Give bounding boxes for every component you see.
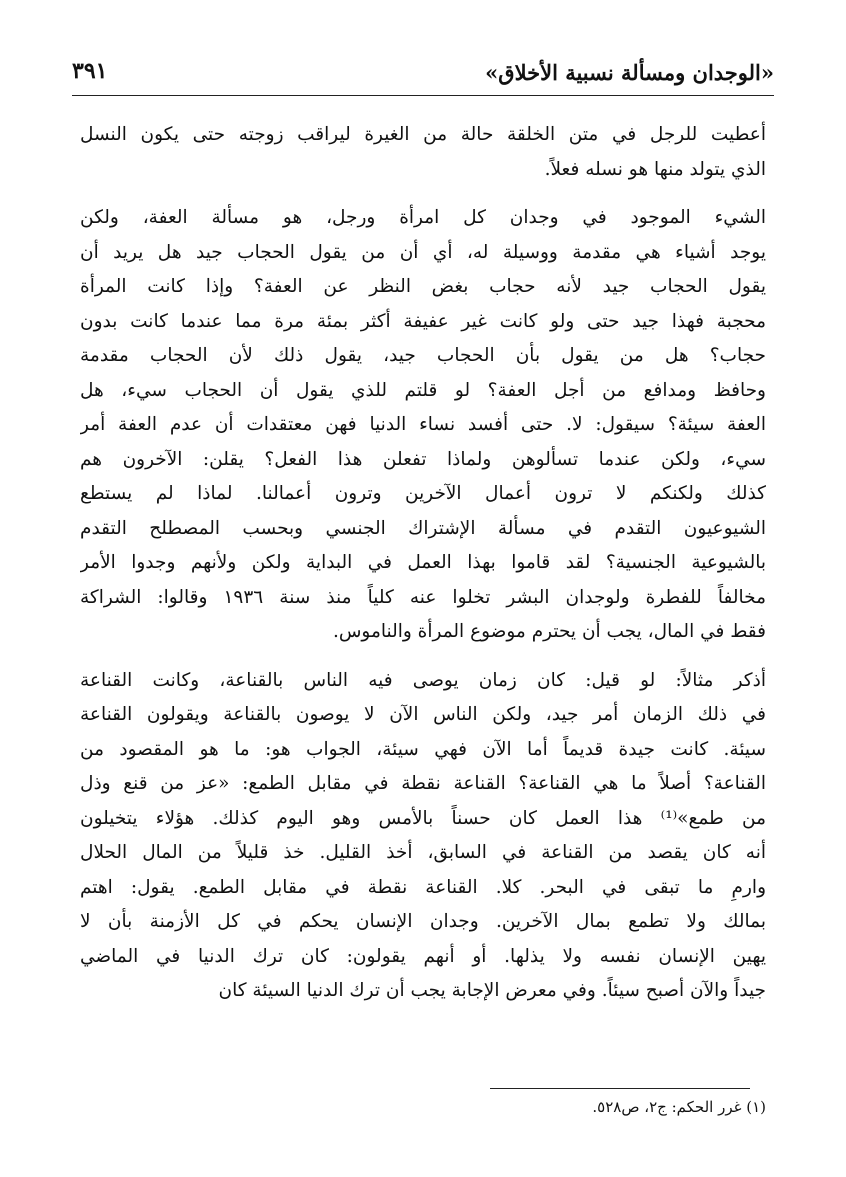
text-line: من طمع»⁽¹⁾ هذا العمل كان حسناً بالأمس وهو اليوم كذلك. هؤلاء يتخيلون	[80, 807, 766, 829]
text-line: القناعة؟ أصلاً ما هي القناعة؟ القناعة نقطة في مقابل الطمع: «عز من قنع وذل	[80, 773, 766, 794]
footnote: (١) غرر الحكم: ج٢، ص٥٢٨.	[592, 1098, 766, 1116]
text-line: بالشيوعية الجنسية؟ لقد قاموا بهذا العمل في البداية ولكن ولأنهم وجدوا الأمر	[80, 552, 766, 573]
text-line: العفة سيئة؟ سيقول: لا. حتى أفسد نساء الدنيا فهن معتقدات أن عدم العفة أمر	[80, 414, 766, 435]
paragraph	[80, 201, 766, 650]
header-divider	[72, 95, 774, 96]
text-line: كذلك ولكنكم لا ترون أعمال الآخرين وترون أعمالنا. لماذا لم يستطع	[80, 483, 766, 504]
text-line: بمالك ولا تطمع بمال الآخرين. وجدان الإنسان يحكم في كل الأزمنة بأن لا	[80, 911, 766, 932]
text-line: أنه كان يقصد من القناعة في السابق، أخذ القليل. خذ قليلاً من المال الحلال	[80, 842, 766, 863]
text-line: جيداً والآن أصبح سيئاً. وفي معرض الإجابة يجب أن ترك الدنيا السيئة كان	[218, 980, 766, 1001]
text-line: في ذلك الزمان أمر جيد، ولكن الناس الآن لا يوصون بالقناعة ويقولون القناعة	[80, 704, 766, 725]
text-line: أذكر مثالاً: لو قيل: كان زمان يوصى فيه الناس بالقناعة، وكانت القناعة	[80, 669, 766, 691]
text-line: الشيء الموجود في وجدان كل امرأة ورجل، هو مسألة العفة، ولكن	[80, 207, 766, 228]
chapter-title: «الوجدان ومسألة نسبية الأخلاق»	[485, 60, 774, 85]
text-line: فقط في المال، يجب أن يحترم موضوع المرأة والناموس.	[332, 621, 766, 642]
text-line: وحافظ ومدافع من أجل العفة؟ لو قلتم للذي يقول أن الحجاب سيء، هل	[80, 379, 766, 401]
paragraph	[80, 664, 766, 1009]
text-line: سيء، ولكن عندما تسألوهن ولماذا تفعلن هذا الفعل؟ يقلن: الآخرون هم	[80, 448, 766, 470]
text-line: الذي يتولد منها هو نسله فعلاً.	[544, 158, 766, 180]
paragraph	[80, 118, 766, 187]
text-line: الشيوعيون التقدم في مسألة الإشتراك الجنسي وبحسب المصطلح التقدم	[80, 517, 766, 539]
page-number: ٣٩١	[72, 58, 108, 84]
text-line: سيئة. كانت جيدة قديماً أما الآن فهي سيئة، الجواب هو: ما هو المقصود من	[80, 738, 766, 760]
text-line: يقول الحجاب جيد لأنه حجاب بغض النظر عن العفة؟ وإذا كانت المرأة	[80, 276, 766, 297]
text-line: حجاب؟ هل من يقول بأن الحجاب جيد، يقول ذلك لأن الحجاب مقدمة	[80, 345, 766, 366]
body-text	[80, 118, 766, 1009]
text-line: أعطيت للرجل في متن الخلقة حالة من الغيرة ليراقب زوجته حتى يكون النسل	[80, 124, 766, 145]
text-line: يهين الإنسان نفسه ولا يذلها. أو أنهم يقولون: كان ترك الدنيا في الماضي	[80, 945, 766, 967]
text-line: يوجد أشياء هي مقدمة ووسيلة له، أي أن من يقول الحجاب جيد هل يريد أن	[80, 241, 766, 263]
text-line: مخالفاً للفطرة ولوجدان البشر تخلوا عنه كلياً منذ سنة ١٩٣٦ وقالوا: الشراكة	[80, 586, 766, 608]
text-line: وارمِ ما تبقى في البحر. كلا. القناعة نقطة في مقابل الطمع. يقول: اهتم	[80, 876, 766, 898]
running-header	[72, 52, 774, 92]
footnote-divider	[490, 1088, 750, 1089]
text-line: محجبة فهذا جيد حتى ولو كانت غير عفيفة أكثر بمئة مرة مما عندما كانت بدون	[80, 310, 766, 332]
